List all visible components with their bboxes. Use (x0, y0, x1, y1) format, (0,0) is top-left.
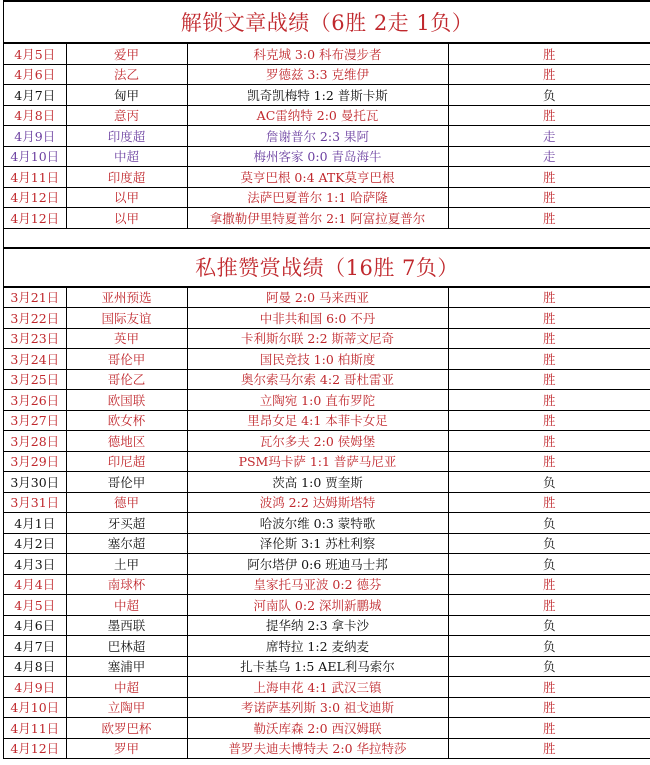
results-sheet (3, 0, 650, 759)
table-row (4, 146, 650, 167)
table-row (4, 369, 650, 390)
table-row (4, 64, 650, 85)
cell-league: 中超 (66, 595, 187, 616)
cell-date: 4月3日 (4, 554, 66, 575)
cell-result: 负 (448, 636, 650, 657)
cell-date: 4月11日 (4, 718, 66, 739)
table-row (4, 615, 650, 636)
cell-league: 法乙 (66, 64, 187, 85)
cell-result: 胜 (448, 208, 650, 229)
cell-match: 卡利斯尔联 2:2 斯蒂文尼奇 (187, 328, 448, 349)
cell-date: 4月9日 (4, 126, 66, 147)
cell-date: 4月1日 (4, 513, 66, 534)
cell-league: 巴林超 (66, 636, 187, 657)
cell-result: 走 (448, 146, 650, 167)
cell-result: 胜 (448, 167, 650, 188)
cell-match: 泽伦斯 3:1 苏杜利察 (187, 533, 448, 554)
section2-title: 私推赞赏战绩（16胜 7负） (4, 248, 650, 287)
cell-league: 塞尔超 (66, 533, 187, 554)
cell-result: 胜 (448, 349, 650, 370)
section1-table (4, 43, 650, 229)
table-row (4, 208, 650, 229)
cell-result: 胜 (448, 64, 650, 85)
cell-league: 欧国联 (66, 390, 187, 411)
table-row (4, 187, 650, 208)
cell-league: 哥伦甲 (66, 472, 187, 493)
table-row (4, 126, 650, 147)
table-row (4, 349, 650, 370)
cell-result: 负 (448, 656, 650, 677)
cell-date: 3月31日 (4, 492, 66, 513)
cell-result: 胜 (448, 287, 650, 308)
table-row (4, 533, 650, 554)
cell-date: 3月23日 (4, 328, 66, 349)
cell-league: 塞浦甲 (66, 656, 187, 677)
cell-result: 胜 (448, 677, 650, 698)
cell-match: 普罗夫迪夫博特夫 2:0 华拉特莎 (187, 738, 448, 759)
cell-result: 负 (448, 513, 650, 534)
cell-league: 意丙 (66, 105, 187, 126)
table-row (4, 595, 650, 616)
cell-match: 上海申花 4:1 武汉三镇 (187, 677, 448, 698)
cell-result: 负 (448, 472, 650, 493)
table-row (4, 390, 650, 411)
cell-league: 以甲 (66, 208, 187, 229)
cell-match: 詹谢普尔 2:3 果阿 (187, 126, 448, 147)
cell-date: 3月24日 (4, 349, 66, 370)
cell-result: 胜 (448, 451, 650, 472)
cell-result: 负 (448, 615, 650, 636)
cell-result: 胜 (448, 44, 650, 65)
cell-league: 中超 (66, 677, 187, 698)
cell-date: 4月2日 (4, 533, 66, 554)
cell-date: 3月27日 (4, 410, 66, 431)
cell-match: 里昂女足 4:1 本菲卡女足 (187, 410, 448, 431)
cell-league: 亚州预选 (66, 287, 187, 308)
cell-date: 4月11日 (4, 167, 66, 188)
cell-result: 胜 (448, 574, 650, 595)
cell-league: 土甲 (66, 554, 187, 575)
cell-date: 4月8日 (4, 105, 66, 126)
section2-table (4, 287, 650, 760)
cell-league: 哥伦乙 (66, 369, 187, 390)
table-row (4, 167, 650, 188)
cell-league: 中超 (66, 146, 187, 167)
cell-league: 墨西联 (66, 615, 187, 636)
cell-match: AC雷纳特 2:0 曼托瓦 (187, 105, 448, 126)
table-row (4, 410, 650, 431)
cell-match: 提华纳 2:3 拿卡沙 (187, 615, 448, 636)
cell-date: 3月25日 (4, 369, 66, 390)
cell-league: 匈甲 (66, 85, 187, 106)
cell-league: 印度超 (66, 167, 187, 188)
cell-match: 扎卡基乌 1:5 AEL利马索尔 (187, 656, 448, 677)
cell-date: 4月10日 (4, 146, 66, 167)
table-row (4, 44, 650, 65)
cell-match: 法萨巴夏普尔 1:1 哈萨隆 (187, 187, 448, 208)
table-row (4, 738, 650, 759)
table-row (4, 85, 650, 106)
cell-date: 4月6日 (4, 64, 66, 85)
cell-match: 考诺萨基列斯 3:0 祖戈迪斯 (187, 697, 448, 718)
cell-date: 3月29日 (4, 451, 66, 472)
cell-league: 爱甲 (66, 44, 187, 65)
cell-result: 胜 (448, 738, 650, 759)
cell-result: 胜 (448, 492, 650, 513)
table-row (4, 574, 650, 595)
cell-league: 牙买超 (66, 513, 187, 534)
cell-date: 4月5日 (4, 595, 66, 616)
cell-result: 胜 (448, 105, 650, 126)
cell-date: 4月7日 (4, 636, 66, 657)
cell-result: 胜 (448, 328, 650, 349)
cell-league: 罗甲 (66, 738, 187, 759)
cell-date: 4月10日 (4, 697, 66, 718)
cell-match: 勒沃库森 2:0 西汉姆联 (187, 718, 448, 739)
cell-league: 国际友谊 (66, 308, 187, 329)
cell-match: 中非共和国 6:0 不丹 (187, 308, 448, 329)
cell-match: 拿撒勒伊里特夏普尔 2:1 阿富拉夏普尔 (187, 208, 448, 229)
cell-result: 胜 (448, 390, 650, 411)
table-row (4, 697, 650, 718)
cell-match: PSM玛卡萨 1:1 普萨马尼亚 (187, 451, 448, 472)
cell-result: 胜 (448, 718, 650, 739)
cell-date: 4月12日 (4, 208, 66, 229)
cell-match: 波鸿 2:2 达姆斯塔特 (187, 492, 448, 513)
cell-league: 欧罗巴杯 (66, 718, 187, 739)
cell-match: 奥尔索马尔索 4:2 哥杜雷亚 (187, 369, 448, 390)
cell-match: 立陶宛 1:0 直布罗陀 (187, 390, 448, 411)
cell-date: 3月30日 (4, 472, 66, 493)
cell-date: 4月12日 (4, 738, 66, 759)
cell-match: 哈波尔维 0:3 蒙特歌 (187, 513, 448, 534)
cell-result: 负 (448, 85, 650, 106)
cell-result: 胜 (448, 697, 650, 718)
cell-league: 立陶甲 (66, 697, 187, 718)
table-row (4, 656, 650, 677)
table-row (4, 105, 650, 126)
cell-league: 印尼超 (66, 451, 187, 472)
cell-league: 德甲 (66, 492, 187, 513)
table-row (4, 492, 650, 513)
cell-result: 胜 (448, 595, 650, 616)
cell-match: 阿曼 2:0 马来西亚 (187, 287, 448, 308)
cell-league: 印度超 (66, 126, 187, 147)
cell-league: 英甲 (66, 328, 187, 349)
cell-match: 瓦尔多夫 2:0 侯姆堡 (187, 431, 448, 452)
cell-match: 莫亨巴根 0:4 ATK莫亨巴根 (187, 167, 448, 188)
section-spacer (4, 229, 650, 248)
table-row (4, 451, 650, 472)
cell-league: 南球杯 (66, 574, 187, 595)
cell-date: 4月7日 (4, 85, 66, 106)
cell-date: 4月4日 (4, 574, 66, 595)
cell-match: 罗德兹 3:3 克维伊 (187, 64, 448, 85)
cell-result: 负 (448, 554, 650, 575)
cell-result: 胜 (448, 308, 650, 329)
cell-result: 走 (448, 126, 650, 147)
cell-date: 4月6日 (4, 615, 66, 636)
cell-date: 4月5日 (4, 44, 66, 65)
cell-date: 4月12日 (4, 187, 66, 208)
table-row (4, 718, 650, 739)
cell-match: 国民竞技 1:0 柏斯度 (187, 349, 448, 370)
cell-match: 席特拉 1:2 麦纳麦 (187, 636, 448, 657)
cell-result: 胜 (448, 410, 650, 431)
table-row (4, 308, 650, 329)
cell-date: 3月26日 (4, 390, 66, 411)
cell-date: 3月22日 (4, 308, 66, 329)
cell-match: 凯奇凯梅特 1:2 普斯卡斯 (187, 85, 448, 106)
cell-date: 4月9日 (4, 677, 66, 698)
cell-result: 胜 (448, 369, 650, 390)
cell-league: 哥伦甲 (66, 349, 187, 370)
table-row (4, 636, 650, 657)
table-row (4, 513, 650, 534)
cell-match: 皇家托马亚波 0:2 德芬 (187, 574, 448, 595)
cell-match: 茨高 1:0 贾奎斯 (187, 472, 448, 493)
cell-match: 河南队 0:2 深圳新鹏城 (187, 595, 448, 616)
cell-date: 3月21日 (4, 287, 66, 308)
cell-match: 科克城 3:0 科布漫步者 (187, 44, 448, 65)
cell-match: 梅州客家 0:0 青岛海牛 (187, 146, 448, 167)
cell-league: 德地区 (66, 431, 187, 452)
table-row (4, 677, 650, 698)
cell-result: 胜 (448, 187, 650, 208)
cell-date: 3月28日 (4, 431, 66, 452)
cell-result: 胜 (448, 431, 650, 452)
cell-result: 负 (448, 533, 650, 554)
table-row (4, 431, 650, 452)
table-row (4, 472, 650, 493)
section1-title: 解锁文章战绩（6胜 2走 1负） (4, 0, 650, 43)
table-row (4, 554, 650, 575)
cell-league: 以甲 (66, 187, 187, 208)
table-row (4, 287, 650, 308)
cell-league: 欧女杯 (66, 410, 187, 431)
cell-date: 4月8日 (4, 656, 66, 677)
table-row (4, 328, 650, 349)
cell-match: 阿尔塔伊 0:6 班迪马士邦 (187, 554, 448, 575)
